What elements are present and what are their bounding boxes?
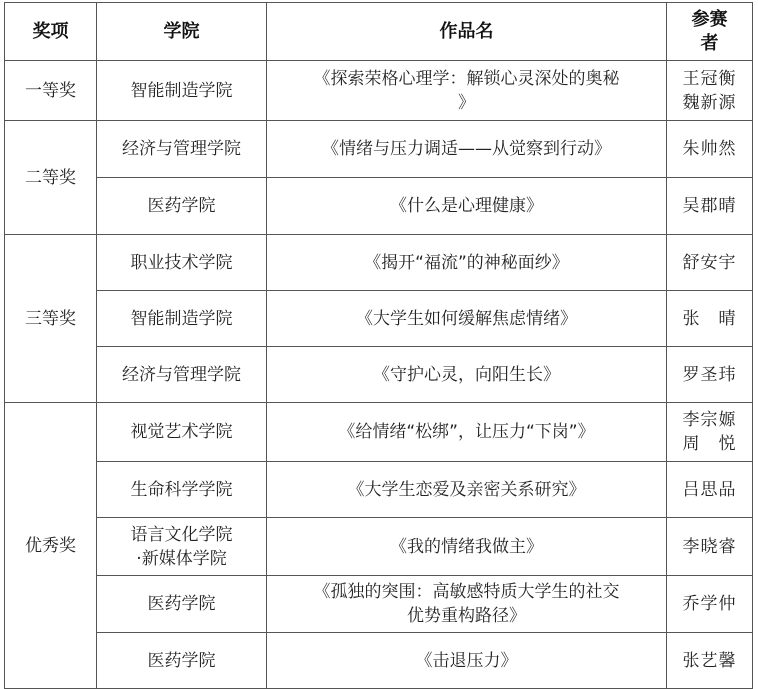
header-participant-line2: 者 — [700, 32, 719, 54]
participant-cell: 罗圣玮 — [667, 347, 753, 403]
participant-cell — [667, 403, 753, 462]
college-cell — [97, 518, 267, 576]
college-cell: 经济与管理学院 — [97, 347, 267, 403]
table-row — [5, 347, 753, 403]
college-cell: 视觉艺术学院 — [97, 403, 267, 462]
college-cell: 智能制造学院 — [97, 291, 267, 347]
award-third: 三等奖 — [5, 235, 97, 403]
work-cell — [267, 61, 667, 121]
participant-cell: 朱帅然 — [667, 121, 753, 178]
college-cell: 医药学院 — [97, 178, 267, 235]
work-cell: 《我的情绪我做主》 — [267, 518, 667, 576]
table-row — [5, 235, 753, 291]
table-row — [5, 291, 753, 347]
work-line1: 《孤独的突围：高敏感特质大学生的社交 — [313, 582, 620, 602]
participant-line1: 李宗嫄 — [682, 410, 737, 430]
participant-cell: 张艺馨 — [667, 633, 753, 689]
table-row — [5, 61, 753, 121]
college-cell: 医药学院 — [97, 633, 267, 689]
header-participant-line1: 参赛 — [691, 8, 728, 30]
college-cell: 医药学院 — [97, 576, 267, 633]
work-cell: 《大学生恋爱及亲密关系研究》 — [267, 462, 667, 518]
work-cell: 《给情绪“松绑”，让压力“下岗”》 — [267, 403, 667, 462]
table-row — [5, 121, 753, 178]
header-row — [5, 3, 753, 61]
college-cell: 智能制造学院 — [97, 61, 267, 121]
award-table — [4, 2, 753, 689]
header-work: 作品名 — [267, 3, 667, 61]
award-first: 一等奖 — [5, 61, 97, 121]
participant-cell: 舒安宇 — [667, 235, 753, 291]
work-line2: 优势重构路径》 — [407, 606, 526, 626]
college-cell: 经济与管理学院 — [97, 121, 267, 178]
header-participant — [667, 3, 753, 61]
table-row — [5, 633, 753, 689]
table-row — [5, 518, 753, 576]
college-cell: 生命科学学院 — [97, 462, 267, 518]
participant-cell: 李晓睿 — [667, 518, 753, 576]
work-line2: 》 — [458, 92, 475, 113]
college-cell: 职业技术学院 — [97, 235, 267, 291]
header-award: 奖项 — [5, 3, 97, 61]
table-row — [5, 403, 753, 462]
participant-cell: 吕思品 — [667, 462, 753, 518]
table-row — [5, 178, 753, 235]
award-second: 二等奖 — [5, 121, 97, 235]
college-line1: 语言文化学院 — [130, 524, 233, 545]
work-cell: 《情绪与压力调适——从觉察到行动》 — [267, 121, 667, 178]
work-cell: 《击退压力》 — [267, 633, 667, 689]
work-cell: 《大学生如何缓解焦虑情绪》 — [267, 291, 667, 347]
award-excellent: 优秀奖 — [5, 403, 97, 689]
participant-cell — [667, 61, 753, 121]
college-line2: ·新媒体学院 — [136, 548, 227, 569]
table-row — [5, 576, 753, 633]
work-line1: 《探索荣格心理学：解锁心灵深处的奥秘 — [313, 68, 620, 89]
participant-line2: 魏新源 — [682, 92, 737, 113]
work-cell: 《什么是心理健康》 — [267, 178, 667, 235]
participant-cell: 乔学仲 — [667, 576, 753, 633]
participant-cell: 张 晴 — [667, 291, 753, 347]
participant-line1: 王冠衡 — [682, 68, 737, 89]
work-cell — [267, 576, 667, 633]
header-college: 学院 — [97, 3, 267, 61]
work-cell: 《守护心灵，向阳生长》 — [267, 347, 667, 403]
table-row — [5, 462, 753, 518]
participant-cell: 吴郡晴 — [667, 178, 753, 235]
participant-line2: 周 悦 — [682, 434, 737, 454]
work-cell: 《揭开“福流”的神秘面纱》 — [267, 235, 667, 291]
